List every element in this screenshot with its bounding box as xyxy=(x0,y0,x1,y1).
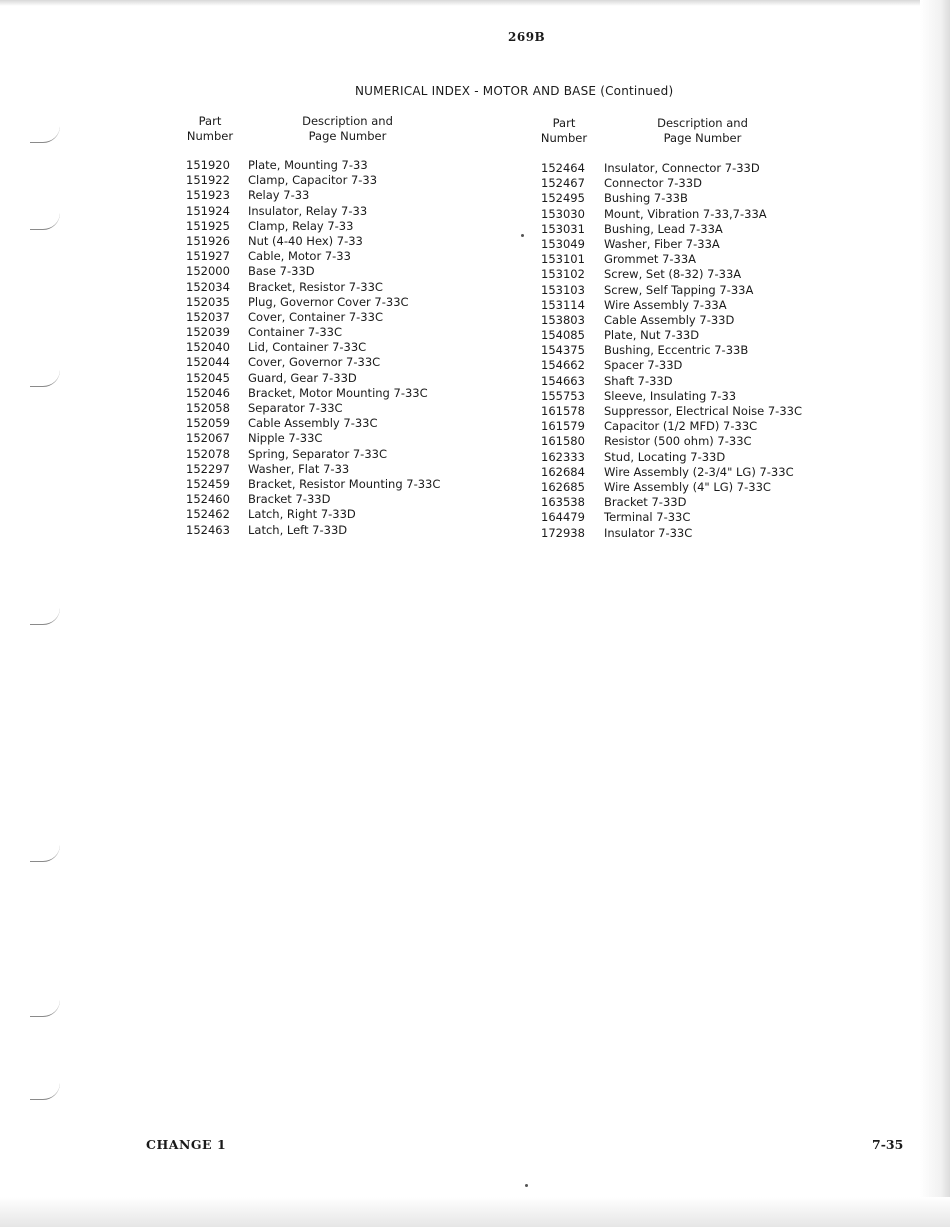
part-description: Clamp, Capacitor 7-33 xyxy=(248,173,378,188)
part-number: 152034 xyxy=(186,279,230,294)
index-row xyxy=(186,310,516,325)
index-row xyxy=(541,419,881,434)
part-number: 161579 xyxy=(541,419,585,434)
part-number: 154663 xyxy=(541,373,585,388)
index-row xyxy=(541,526,881,541)
index-row xyxy=(186,492,516,507)
index-row xyxy=(541,495,881,510)
part-number: 153803 xyxy=(541,312,585,327)
part-number: 153102 xyxy=(541,267,585,282)
index-row xyxy=(541,207,881,222)
left-part-number-header: Part Number xyxy=(186,114,234,143)
index-row xyxy=(186,173,516,188)
index-row xyxy=(186,401,516,416)
index-row xyxy=(541,358,881,373)
index-row xyxy=(186,295,516,310)
index-row xyxy=(541,389,881,404)
part-description: Lid, Container 7-33C xyxy=(248,340,367,355)
index-row xyxy=(541,480,881,495)
part-number: 152495 xyxy=(541,191,585,206)
part-description: Cover, Container 7-33C xyxy=(248,309,383,324)
part-number: 154662 xyxy=(541,358,585,373)
part-description: Stud, Locating 7-33D xyxy=(604,449,726,464)
part-number: 152467 xyxy=(541,176,585,191)
part-description: Grommet 7-33A xyxy=(604,252,697,267)
index-row xyxy=(541,434,881,449)
index-row xyxy=(186,462,516,477)
part-number: 153049 xyxy=(541,236,585,251)
binder-hole-mark xyxy=(30,608,60,625)
part-number: 172938 xyxy=(541,525,585,540)
part-description: Wire Assembly 7-33A xyxy=(604,297,727,312)
part-description: Bracket 7-33D xyxy=(248,492,331,507)
part-number: 152463 xyxy=(186,522,230,537)
index-row xyxy=(186,204,516,219)
index-row xyxy=(541,465,881,480)
index-row xyxy=(541,374,881,389)
page-edge-top xyxy=(0,0,950,6)
index-row xyxy=(541,450,881,465)
part-description: Relay 7-33 xyxy=(248,188,310,203)
part-number: 152462 xyxy=(186,507,230,522)
part-description: Nut (4-40 Hex) 7-33 xyxy=(248,233,363,248)
part-number: 163538 xyxy=(541,495,585,510)
part-number: 152059 xyxy=(186,416,230,431)
binder-hole-mark xyxy=(30,370,60,387)
part-number: 151920 xyxy=(186,158,230,172)
binder-hole-mark xyxy=(30,1083,60,1100)
part-description: Screw, Set (8-32) 7-33A xyxy=(604,267,742,282)
index-row xyxy=(541,298,881,313)
document-title: NUMERICAL INDEX - MOTOR AND BASE (Continued) xyxy=(355,84,674,98)
right-part-number-header: Part Number xyxy=(540,116,588,145)
part-number: 153030 xyxy=(541,206,585,221)
part-number: 152044 xyxy=(186,355,230,370)
index-row xyxy=(541,222,881,237)
index-row xyxy=(186,523,516,538)
part-description: Bushing, Lead 7-33A xyxy=(604,221,723,236)
index-row xyxy=(186,386,516,401)
binder-hole-mark xyxy=(30,126,60,143)
part-number: 152045 xyxy=(186,370,230,385)
part-number: 164479 xyxy=(541,510,585,525)
part-description: Bracket, Resistor 7-33C xyxy=(248,279,383,294)
part-description: Bracket 7-33D xyxy=(604,495,687,510)
part-description: Cover, Governor 7-33C xyxy=(248,355,381,370)
part-number: 153103 xyxy=(541,282,585,297)
part-description: Washer, Fiber 7-33A xyxy=(604,236,720,251)
index-row xyxy=(186,371,516,386)
part-number: 151923 xyxy=(186,188,230,203)
left-index-list xyxy=(186,158,516,538)
index-row xyxy=(541,191,881,206)
part-description: Plug, Governor Cover 7-33C xyxy=(248,294,409,309)
part-description: Guard, Gear 7-33D xyxy=(248,370,357,385)
part-description: Washer, Flat 7-33 xyxy=(248,461,350,476)
page-number-bottom: 7-35 xyxy=(872,1137,904,1152)
part-number: 155753 xyxy=(541,388,585,403)
left-description-header: Description and Page Number xyxy=(302,114,393,143)
part-description: Bushing, Eccentric 7-33B xyxy=(604,343,749,358)
part-number: 153101 xyxy=(541,252,585,267)
part-description: Base 7-33D xyxy=(248,264,315,279)
binder-hole-mark xyxy=(30,845,60,862)
index-row xyxy=(186,507,516,522)
part-number: 161578 xyxy=(541,404,585,418)
index-row xyxy=(541,237,881,252)
part-number: 151924 xyxy=(186,203,230,218)
index-row xyxy=(541,510,881,525)
page-edge-right xyxy=(920,0,950,1227)
part-description: Wire Assembly (4" LG) 7-33C xyxy=(604,479,771,494)
part-number: 151925 xyxy=(186,218,230,233)
part-number: 152460 xyxy=(186,492,230,507)
page-edge-bottom xyxy=(0,1197,950,1227)
binder-hole-mark xyxy=(30,1000,60,1017)
index-row xyxy=(541,343,881,358)
index-row xyxy=(186,249,516,264)
right-index-list xyxy=(541,161,881,541)
index-row xyxy=(186,188,516,203)
index-row xyxy=(186,280,516,295)
index-row xyxy=(186,325,516,340)
part-number: 154085 xyxy=(541,328,585,343)
part-description: Insulator 7-33C xyxy=(604,525,693,540)
index-row xyxy=(186,431,516,446)
change-notice: CHANGE 1 xyxy=(146,1137,227,1152)
part-description: Suppressor, Electrical Noise 7-33C xyxy=(604,404,802,418)
part-description: Plate, Nut 7-33D xyxy=(604,328,700,343)
part-number: 152000 xyxy=(186,264,230,279)
part-description: Sleeve, Insulating 7-33 xyxy=(604,388,737,403)
part-number: 161580 xyxy=(541,434,585,449)
part-description: Spring, Separator 7-33C xyxy=(248,446,387,461)
part-description: Shaft 7-33D xyxy=(604,373,673,388)
part-number: 162333 xyxy=(541,449,585,464)
index-row xyxy=(186,219,516,234)
part-description: Nipple 7-33C xyxy=(248,431,323,446)
part-description: Connector 7-33D xyxy=(604,176,702,191)
part-description: Clamp, Relay 7-33 xyxy=(248,218,354,233)
index-row xyxy=(541,404,881,419)
part-description: Resistor (500 ohm) 7-33C xyxy=(604,434,752,449)
index-row xyxy=(541,176,881,191)
part-number: 154375 xyxy=(541,343,585,358)
index-row xyxy=(541,313,881,328)
part-number: 162684 xyxy=(541,464,585,479)
index-row xyxy=(186,264,516,279)
binder-hole-mark xyxy=(30,213,60,230)
part-description: Mount, Vibration 7-33,7-33A xyxy=(604,206,767,221)
part-description: Insulator, Relay 7-33 xyxy=(248,203,368,218)
part-number: 162685 xyxy=(541,479,585,494)
part-number: 151922 xyxy=(186,173,230,188)
part-number: 152058 xyxy=(186,401,230,415)
part-number: 152078 xyxy=(186,446,230,461)
part-number: 151926 xyxy=(186,233,230,248)
part-number: 152046 xyxy=(186,385,230,400)
index-row xyxy=(186,340,516,355)
index-row xyxy=(541,267,881,282)
index-row xyxy=(541,161,881,176)
scan-speck xyxy=(521,234,524,237)
page-number-top: 269B xyxy=(508,30,546,44)
index-row xyxy=(186,447,516,462)
part-description: Screw, Self Tapping 7-33A xyxy=(604,282,754,297)
index-row xyxy=(186,416,516,431)
part-description: Wire Assembly (2-3/4" LG) 7-33C xyxy=(604,464,794,479)
part-description: Capacitor (1/2 MFD) 7-33C xyxy=(604,419,758,434)
part-description: Bracket, Motor Mounting 7-33C xyxy=(248,385,428,400)
part-number: 153114 xyxy=(541,297,585,312)
right-description-header: Description and Page Number xyxy=(657,116,748,145)
part-description: Separator 7-33C xyxy=(248,401,343,415)
part-number: 152040 xyxy=(186,340,230,355)
part-description: Spacer 7-33D xyxy=(604,358,683,373)
part-description: Terminal 7-33C xyxy=(604,510,691,525)
index-row xyxy=(186,234,516,249)
index-row xyxy=(186,355,516,370)
part-description: Container 7-33C xyxy=(248,325,342,340)
part-description: Cable Assembly 7-33C xyxy=(248,416,378,431)
index-row xyxy=(541,252,881,267)
index-row xyxy=(541,328,881,343)
index-row xyxy=(186,477,516,492)
part-description: Insulator, Connector 7-33D xyxy=(604,161,760,175)
part-description: Latch, Left 7-33D xyxy=(248,522,348,537)
part-number: 152067 xyxy=(186,431,230,446)
part-number: 152459 xyxy=(186,476,230,491)
scan-speck xyxy=(525,1184,528,1187)
part-number: 152464 xyxy=(541,161,585,175)
part-description: Bracket, Resistor Mounting 7-33C xyxy=(248,476,441,491)
part-description: Cable Assembly 7-33D xyxy=(604,312,735,327)
part-number: 153031 xyxy=(541,221,585,236)
part-number: 152039 xyxy=(186,325,230,340)
part-description: Latch, Right 7-33D xyxy=(248,507,356,522)
index-row xyxy=(541,283,881,298)
part-number: 152035 xyxy=(186,294,230,309)
part-description: Cable, Motor 7-33 xyxy=(248,249,351,264)
part-number: 152297 xyxy=(186,461,230,476)
part-description: Plate, Mounting 7-33 xyxy=(248,158,368,172)
part-number: 151927 xyxy=(186,249,230,264)
part-number: 152037 xyxy=(186,309,230,324)
part-description: Bushing 7-33B xyxy=(604,191,688,206)
index-row xyxy=(186,158,516,173)
